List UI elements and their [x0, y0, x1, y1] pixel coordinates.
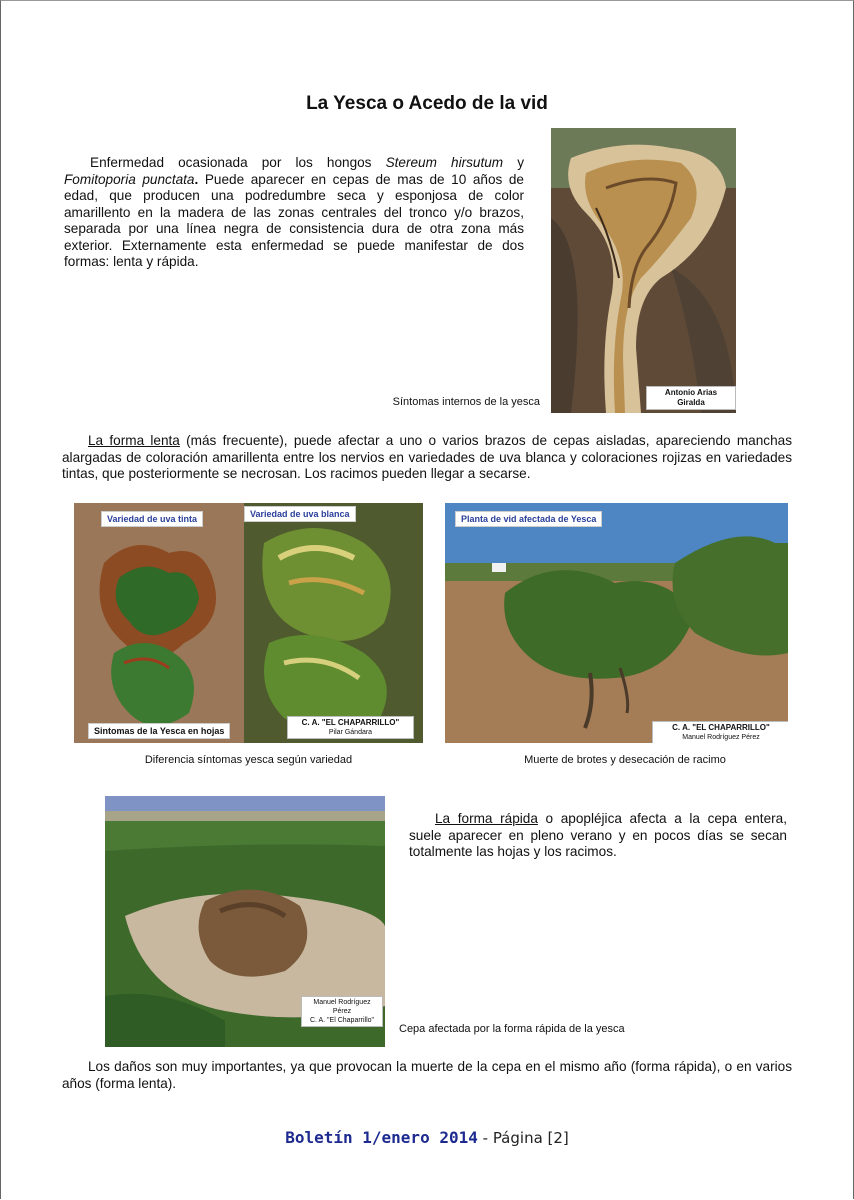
slow-form-term: La forma lenta — [88, 433, 180, 448]
fast-form-term: La forma rápida — [435, 811, 538, 826]
intro-text-2: Puede aparecer en cepas de mas de 10 años de edad, que producen una podredumbre seca y esponjosa de color amarillento en la madera de las zonas centrales del tronco y/o brazos, separada por una línea negra de consistencia dura de otra zona más exterior. Externamente esta enfermedad se puede manifestar de dos formas: lenta y rápida. — [64, 171, 524, 269]
page-footer — [0, 1128, 854, 1147]
photo-vine-plant — [445, 503, 788, 743]
photo-credit-trunk — [646, 386, 736, 410]
photo-leaf-symptoms — [74, 503, 423, 743]
closing-paragraph — [62, 1059, 792, 1092]
photo-credit-vineyard — [301, 996, 383, 1027]
intro-text-1: Enfermedad ocasionada por los hongos — [90, 155, 386, 170]
photo-vineyard-fast-form — [105, 796, 385, 1047]
credit-author-plant: Manuel Rodríguez Pérez — [682, 734, 760, 741]
caption-plant: Muerte de brotes y desecación de racimo — [524, 754, 726, 766]
intro-paragraph — [64, 155, 524, 271]
footer-page-number: Página [2] — [492, 1129, 569, 1147]
credit-text-trunk: Antonio Arias Giralda — [664, 388, 718, 407]
closing-text: Los daños son muy importantes, ya que provocan la muerte de la cepa en el mismo año (forma rápida), o en varios años (forma lenta). — [62, 1059, 792, 1091]
caption-leaves: Diferencia síntomas yesca según variedad — [144, 754, 353, 766]
photo-trunk-interior — [551, 128, 736, 413]
footer-separator: - — [477, 1129, 493, 1147]
photo-credit-plant — [652, 721, 788, 743]
credit-author-vineyard: Manuel Rodríguez Pérez — [313, 999, 371, 1015]
species-fomitoporia: Fomitoporia punctata — [64, 171, 195, 187]
label-red-variety: Variedad de uva tinta — [101, 511, 203, 527]
slow-form-text: (más frecuente), puede afectar a uno o varios brazos de cepas aisladas, apareciendo manchas alargadas de coloración amarillenta entre los nervios en variedades de uva blanca y coloraciones rojizas en variedades tintas, que posteriormente se necrosan. Los racimos pueden llegar a secarse. — [62, 433, 792, 481]
caption-trunk: Síntomas internos de la yesca — [392, 396, 540, 408]
intro-dot: . — [194, 171, 199, 187]
label-leaf-symptoms: Sintomas de la Yesca en hojas — [88, 723, 230, 739]
footer-bulletin: Boletín 1/enero 2014 — [285, 1128, 478, 1147]
page-title: La Yesca o Acedo de la vid — [306, 92, 548, 114]
credit-org-vineyard: C. A. "El Chaparrillo" — [309, 1017, 375, 1024]
label-white-variety: Variedad de uva blanca — [244, 506, 356, 522]
caption-vineyard: Cepa afectada por la forma rápida de la yesca — [399, 1023, 625, 1035]
slow-form-paragraph — [62, 433, 792, 483]
credit-author-leaves: Pilar Gándara — [328, 729, 373, 736]
intro-conj: y — [503, 155, 525, 170]
credit-org-plant: C. A. "EL CHAPARRILLO" — [672, 723, 770, 732]
label-affected-plant: Planta de vid afectada de Yesca — [455, 511, 602, 527]
species-stereum: Stereum hirsutum — [385, 155, 504, 170]
fast-form-paragraph — [409, 811, 787, 861]
credit-org-leaves: C. A. "EL CHAPARRILLO" — [301, 718, 400, 727]
fast-form-text: o apopléjica afecta a la cepa entera, suele aparecer en pleno verano y en pocos días se secan totalmente las hojas y los racimos. — [409, 811, 787, 859]
photo-credit-leaves — [287, 716, 414, 739]
